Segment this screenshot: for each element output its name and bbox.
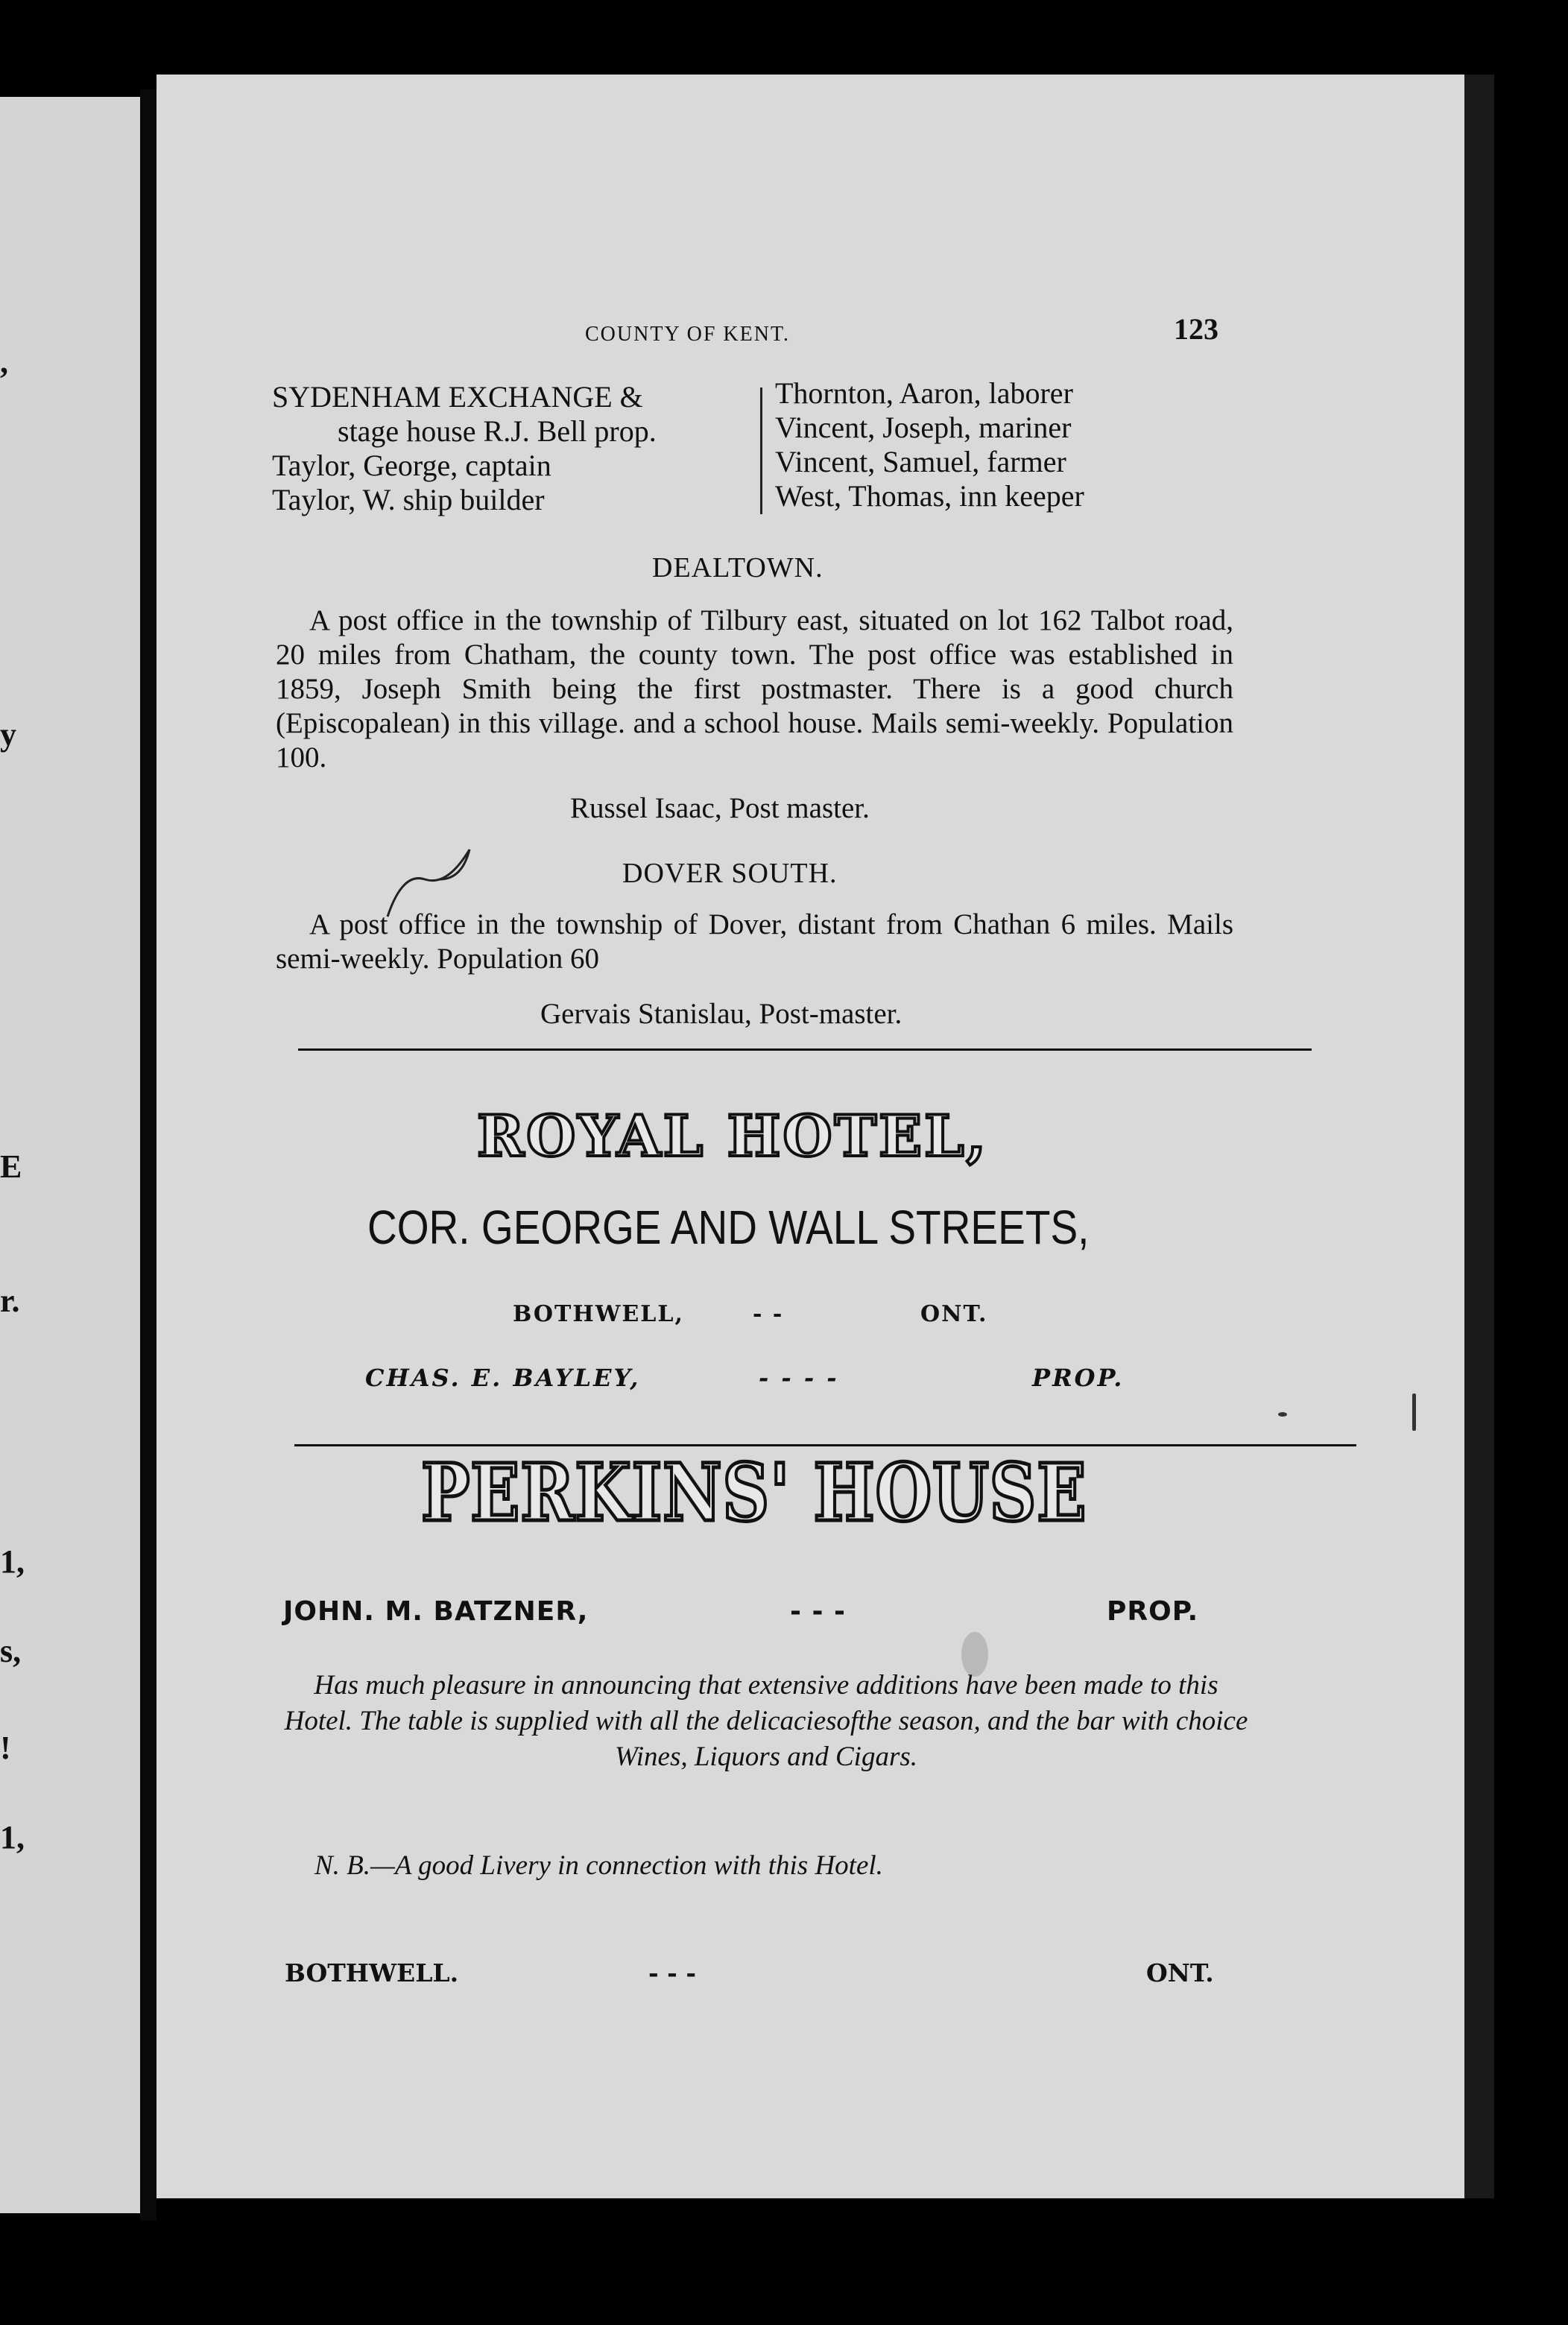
left-page-mark: !: [0, 1730, 11, 1766]
left-page-mark: E: [0, 1148, 22, 1185]
directory-entry: West, Thomas, inn keeper: [775, 479, 1084, 513]
royal-hotel-address: COR. GEORGE AND WALL STREETS,: [367, 1201, 1090, 1254]
left-page-mark: 1,: [0, 1543, 25, 1580]
directory-entry: Vincent, Joseph, mariner: [775, 411, 1072, 444]
left-page-mark: ,: [0, 344, 8, 380]
perkins-prop-dashes: - - -: [790, 1596, 846, 1627]
left-page-mark: 1,: [0, 1819, 25, 1856]
section-rule: [298, 1048, 1312, 1051]
perkins-province: ONT.: [1146, 1958, 1214, 1987]
royal-hotel-prop-dashes: - - - -: [759, 1364, 839, 1392]
dealtown-description: A post office in the township of Tilbury east, situated on lot 162 Talbot road, 20 miles from Chatham, the county town. The post office was established in 1859, Joseph Smith being the first postmaster. There is a good church (Episcopalean) in this village. and a school house. Mails semi-weekly. Population 100.: [276, 604, 1233, 774]
left-page-mark: s,: [0, 1633, 22, 1669]
perkins-town: BOTHWELL.: [285, 1958, 459, 1987]
ink-speck: [1412, 1394, 1416, 1431]
directory-entry: Thornton, Aaron, laborer: [775, 376, 1073, 410]
directory-entry: Vincent, Samuel, farmer: [775, 445, 1066, 478]
directory-entry: SYDENHAM EXCHANGE &: [272, 380, 643, 414]
perkins-livery-note: N. B.—A good Livery in connection with this Hotel.: [314, 1850, 883, 1881]
left-page-mark: y: [0, 716, 16, 753]
dover-postmaster: Gervais Stanislau, Post-master.: [540, 998, 902, 1030]
page-smudge: [961, 1632, 988, 1677]
royal-hotel-title: ROYAL HOTEL,: [477, 1103, 989, 1169]
directory-entry: Taylor, George, captain: [272, 449, 551, 482]
directory-entry: Taylor, W. ship builder: [272, 483, 545, 516]
page-edge-shadow: [1464, 75, 1494, 2198]
book-gutter: [140, 89, 157, 2221]
directory-left-column: [272, 380, 657, 517]
royal-hotel-province: ONT.: [920, 1301, 988, 1327]
book-page: [157, 75, 1464, 2198]
royal-hotel-town: BOTHWELL,: [513, 1301, 684, 1327]
royal-hotel-prop-label: PROP.: [1032, 1364, 1125, 1392]
royal-hotel-proprietor: CHAS. E. BAYLEY,: [365, 1364, 641, 1392]
perkins-announcement: Has much pleasure in announcing that extensive additions have been made to this Hotel. The table is supplied with all the delicaciesofthe season, and the bar with choice Wines, Liquors and Cigars.: [284, 1670, 1248, 1772]
left-page-mark: r.: [0, 1282, 20, 1319]
perkins-proprietor: JOHN. M. BATZNER,: [283, 1596, 589, 1627]
section-title-dealtown: DEALTOWN.: [652, 552, 823, 583]
column-divider: [760, 388, 762, 514]
left-page-fragment: [0, 97, 149, 2213]
perkins-prop-label: PROP.: [1107, 1596, 1199, 1627]
perkins-house-title: PERKINS' HOUSE: [421, 1446, 1087, 1539]
dover-description: A post office in the township of Dover, distant from Chathan 6 miles. Mails semi-weekly. Population 60: [276, 908, 1233, 975]
section-title-dover-south: DOVER SOUTH.: [622, 858, 838, 889]
royal-hotel-dashes: - -: [753, 1301, 784, 1327]
directory-right-column: [775, 376, 1084, 513]
page-number: 123: [1174, 312, 1218, 346]
ink-speck: [1278, 1412, 1287, 1417]
running-header: COUNTY OF KENT.: [585, 323, 790, 346]
dealtown-postmaster: Russel Isaac, Post master.: [570, 792, 870, 824]
directory-entry: stage house R.J. Bell prop.: [338, 414, 657, 448]
perkins-town-dashes: - - -: [648, 1958, 697, 1987]
